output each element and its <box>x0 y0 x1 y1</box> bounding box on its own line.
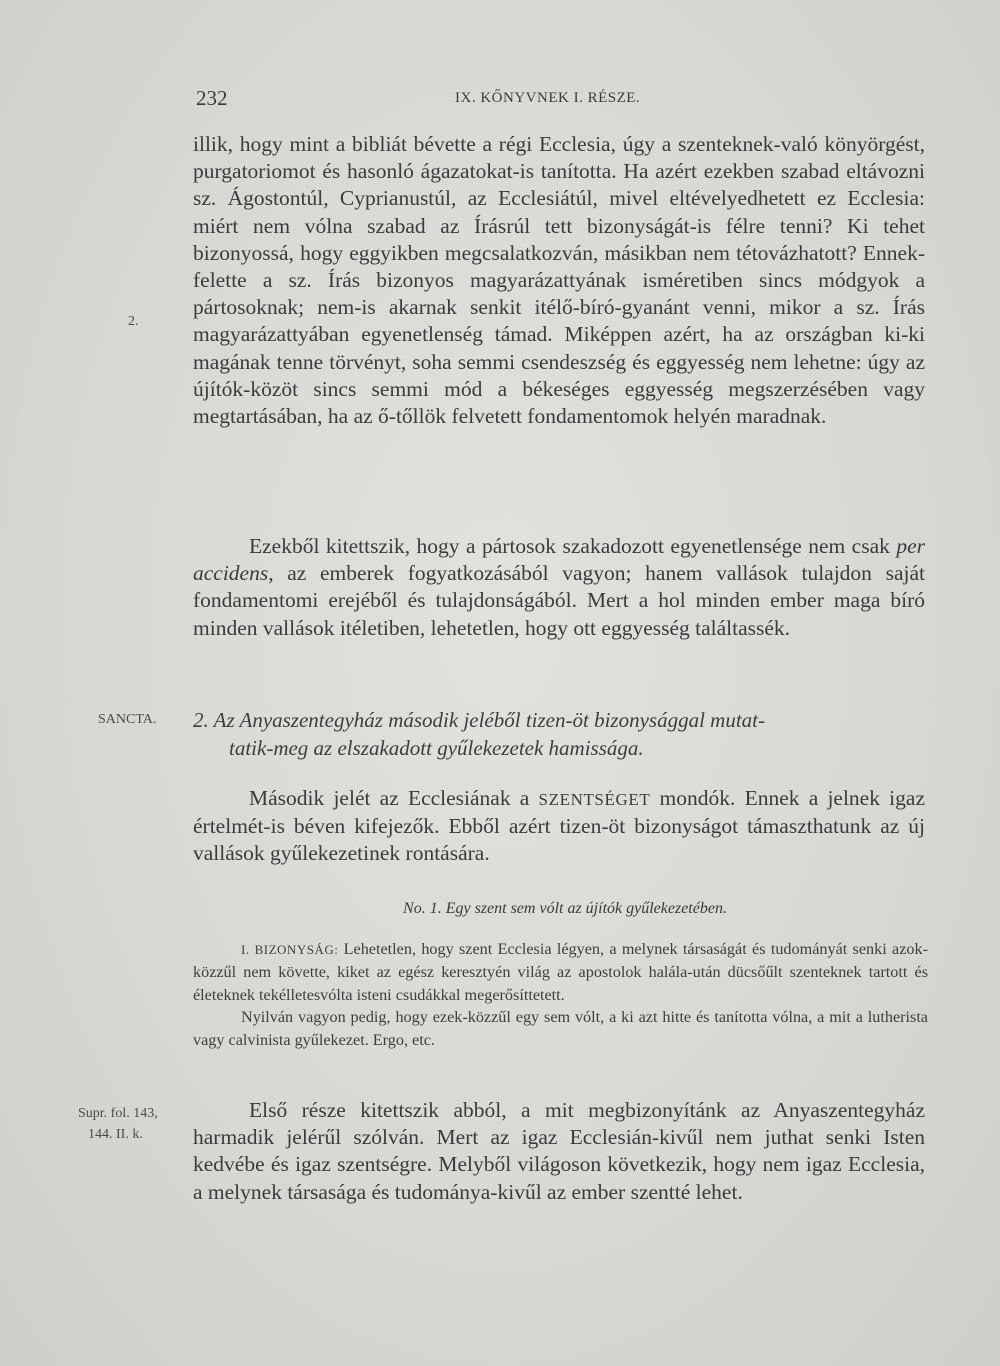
margin-note-supr-1: Supr. fol. 143, <box>78 1106 158 1121</box>
running-head: IX. KŐNYVNEK I. RÉSZE. <box>455 90 641 106</box>
latin-phrase: per accidens, <box>193 534 925 586</box>
paragraph-1 <box>193 131 925 430</box>
paragraph-2-start: Ezekből kitettszik, hogy a pártosok szakadozott egyenetlensége nem csak <box>249 534 897 558</box>
paragraph-3-end: mondók. Ennek a jelnek igaz értelmét-is béven kifejezők. Ebből azért tizen-öt bizonyságot támaszthatunk az új vallások gyűlekezetinek rontására. <box>193 786 925 866</box>
small-print-block <box>193 938 928 1051</box>
section-title-line-1: 2. Az Anyaszentegyház második jeléből tizen-öt bizonysággal mutat- <box>193 708 765 732</box>
margin-note-sancta: SANCTA. <box>98 712 157 727</box>
bizonysag-label: I. BIZONYSÁG: <box>241 942 339 957</box>
paragraph-2-end: az emberek fogyatkozásából vagyon; hanem vallások tulajdon saját fondamentomi erejéből és tulajdonságából. Mert a hol minden ember maga bíró minden vallások itéletiben, lehetetlen, hogy ott eggyesség találtassék. <box>193 561 925 640</box>
paragraph-1-text: illik, hogy mint a bibliát bévette a régi Ecclesia, úgy a szenteknek-való könyörgést, purgatoriomot és hasonló ágazatokat-is tanította. Ha azért ezekben szabad eltávozni sz. Ágostontúl, Cyprianustúl, az Ecclesiátúl, mivel eltévelyedhetett ez Ecclesia: miért nem vólna szabad az Írásrúl tett bizonyságát-is félre tenni? Ki tehet bizonyossá, hogy eggyikben megcsalatkozván, másikban nem tétovázhatott? Ennek-felette a sz. Írás bizonyos magyarázattyának isméretiben sincs módgyok a pártosoknak; nem-is akarnak senkit itélő-bíró-gyanánt venni, mikor a sz. Írás magyarázattyában egyenetlenség támad. Miképpen azért, ha az országban ki-ki magának tenne törvényt, soha semmi csendeszség és eggyesség nem lehetne: úgy az újítók-közöt sincs semmi mód a békeséges eggyesség megszerzésében vagy megtartásában, ha az ő-tőllök felvetett fondamentomok helyén maradnak. <box>193 132 925 429</box>
page-header <box>0 86 1000 116</box>
sub-heading: No. 1. Egy szent sem vólt az újítók gyűlekezetében. <box>403 900 727 917</box>
small-caps-word: SZENTSÉGET <box>538 790 651 809</box>
paragraph-2 <box>193 533 925 642</box>
paragraph-3 <box>193 785 925 868</box>
small-paragraph-2: Nyilván vagyon pedig, hogy ezek-közzűl egy sem vólt, a ki azt hitte és tanította vólna, a mit a lutherista vagy calvinista gyűlekezet. Ergo, etc. <box>193 1008 928 1049</box>
small-paragraph-1: Lehetetlen, hogy szent Ecclesia légyen, a melynek társaságát és tudományát senki azok-közzűl nem követte, kiket az egész keresztyén világ az apostolok halála-után dücsőűlt szenteknek tartott és életeknek tekélletesvólta isteni csudákkal megerősíttetett. <box>193 940 928 1004</box>
section-title-line-2: tatik-meg az elszakadott gyűlekezetek hamissága. <box>229 736 644 760</box>
paragraph-4-text: Első része kitettszik abból, a mit megbizonyítánk az Anyaszentegyház harmadik jelérűl szólván. Mert az igaz Ecclesián-kivűl nem juthat senki Isten kedvébe és igaz szentségre. Melyből világoson következik, hogy nem igaz Ecclesia, a melynek társasága és tudománya-kivűl az ember szentté lehet. <box>193 1098 925 1204</box>
paragraph-3-start: Második jelét az Ecclesiának a <box>249 786 539 810</box>
page-number: 232 <box>196 86 228 110</box>
section-title <box>193 706 925 762</box>
margin-note-supr-2: 144. II. k. <box>88 1127 143 1142</box>
paragraph-4 <box>193 1097 925 1206</box>
margin-note-2: 2. <box>128 314 139 329</box>
